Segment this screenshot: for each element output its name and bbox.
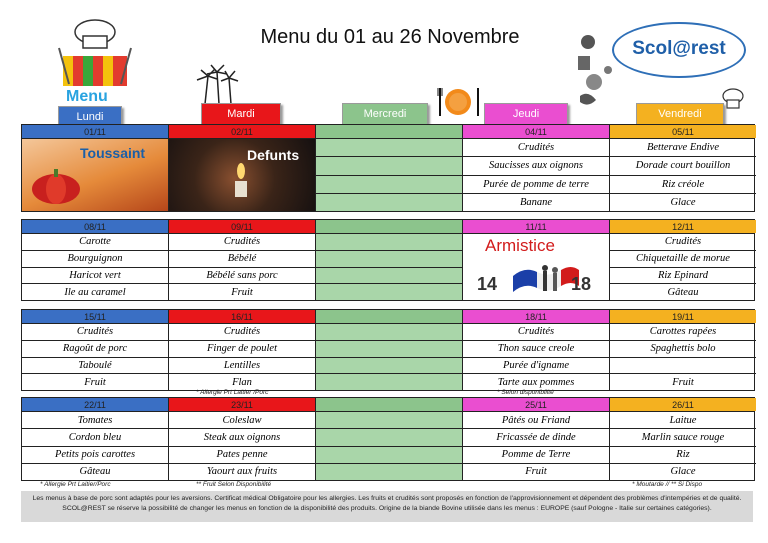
- week-3-table: [21, 309, 755, 391]
- menu-item: Glace: [670, 466, 696, 478]
- mardi-column: [169, 412, 316, 480]
- vendredi-column: [610, 412, 756, 480]
- menu-item: Lentilles: [169, 358, 315, 375]
- date-cell: 16/11: [169, 310, 316, 323]
- armistice-image: [463, 234, 610, 300]
- date-cell: 04/11: [463, 125, 610, 138]
- menu-item: Spaghettis bolo: [610, 341, 756, 358]
- date-cell: 22/11: [22, 398, 169, 411]
- date-cell: [316, 310, 463, 323]
- day-header-vendredi: Vendredi: [636, 103, 724, 125]
- candle-icon: [229, 161, 253, 201]
- date-cell: [316, 125, 463, 138]
- menu-item: Cordon bleu: [22, 429, 168, 446]
- day-header-jeudi: Jeudi: [484, 103, 568, 125]
- menu-item: Thon sauce creole: [463, 341, 609, 358]
- date-cell: [316, 220, 463, 233]
- menu-item: Purée de pomme de terre: [463, 176, 609, 194]
- mardi-column: [169, 324, 316, 390]
- footer-line-2: SCOL@REST se réserve la possibilité de changer les menus en fonction de la disponibilité des produits. Origine de la biande Bovine utilisée dans les menus : EUROPE (sauf Pologne - Italie sur certaines catégories).: [62, 505, 712, 512]
- year-label: 14: [477, 274, 498, 294]
- lundi-column: [22, 324, 169, 390]
- image-label: Defunts: [247, 147, 300, 163]
- menu-item: Bébélé: [169, 251, 315, 268]
- menu-item: Gâteau: [667, 286, 699, 298]
- menu-item: Laitue: [610, 412, 756, 429]
- day-header-mardi: Mardi: [201, 103, 281, 125]
- week-1-table: [21, 124, 755, 212]
- date-cell: 25/11: [463, 398, 610, 411]
- menu-item: Tarte aux pommes: [497, 376, 575, 388]
- date-cell: 09/11: [169, 220, 316, 233]
- menu-item: Banane: [519, 196, 553, 208]
- date-cell: 01/11: [22, 125, 169, 138]
- fruit-note: ** Fruit Selon Disponibilité: [196, 481, 272, 488]
- jeudi-column: [463, 324, 610, 390]
- allergy-note: * Allergie Prt Laitier/Porc: [40, 481, 111, 488]
- menu-item: Dorade court bouillon: [610, 157, 756, 175]
- menu-item: Pomme de Terre: [463, 447, 609, 464]
- menu-item: Saucisses aux oignons: [463, 157, 609, 175]
- availability-note: * Selon disponibilité: [497, 389, 554, 396]
- mardi-column: [169, 234, 316, 300]
- date-cell: 11/11: [463, 220, 610, 233]
- menu-item: Tomates: [22, 412, 168, 429]
- menu-item: Finger de poulet: [169, 341, 315, 358]
- menu-item: Fricassée de dinde: [463, 429, 609, 446]
- menu-item: Fruit: [84, 376, 106, 388]
- menu-item: Gâteau: [79, 466, 111, 478]
- date-cell: 02/11: [169, 125, 316, 138]
- menu-logo-text: Menu: [66, 88, 108, 105]
- date-cell: 23/11: [169, 398, 316, 411]
- footer-line-1: Les menus à base de porc sont adaptés pour les aversions. Certificat médical Obligatoire pour les allergies. Les fruits et crudités sont proposés en fonction de l'approvisionnement et dépendent des problèmes d'intempéries et de qualité.: [32, 495, 742, 502]
- menu-item: Fruit: [672, 376, 694, 388]
- page-title: Menu du 01 au 26 Novembre: [260, 26, 520, 48]
- menu-item: Yaourt aux fruits: [206, 466, 278, 478]
- menu-item: Crudités: [463, 324, 609, 341]
- menu-item: Petits pois carottes: [22, 447, 168, 464]
- date-cell: 15/11: [22, 310, 169, 323]
- week-4-table: [21, 397, 755, 481]
- menu-item: Riz Epinard: [610, 268, 756, 285]
- menu-item: Crudités: [610, 234, 756, 251]
- menu-item: Bourguignon: [22, 251, 168, 268]
- defunts-image: [169, 139, 316, 211]
- moutarde-note: * Moutarde // ** Si Dispo: [632, 481, 703, 488]
- menu-item: Haricot vert: [22, 268, 168, 285]
- date-cell: 05/11: [610, 125, 756, 138]
- menu-item: Flan: [232, 376, 252, 388]
- menu-item: [610, 358, 756, 375]
- menu-item: Coleslaw: [169, 412, 315, 429]
- jeudi-column: [463, 412, 610, 480]
- pumpkin-icon: [28, 157, 84, 207]
- menu-item: Fruit: [525, 466, 547, 478]
- mercredi-empty: [316, 139, 463, 211]
- menu-item: Ile au caramel: [64, 286, 126, 298]
- date-cell: 26/11: [610, 398, 756, 411]
- menu-item: Riz créole: [610, 176, 756, 194]
- lundi-column: [22, 234, 169, 300]
- date-cell: 19/11: [610, 310, 756, 323]
- menu-item: Crudités: [169, 234, 315, 251]
- plate-icon: [436, 86, 484, 118]
- menu-item: Chiquetaille de morue: [610, 251, 756, 268]
- date-cell: 18/11: [463, 310, 610, 323]
- day-header-mercredi: Mercredi: [342, 103, 428, 125]
- image-label: Toussaint: [80, 145, 146, 161]
- vendredi-column: [610, 139, 756, 211]
- chef-logo: [55, 18, 135, 90]
- footer-disclaimer: [21, 491, 753, 522]
- menu-item: Pates penne: [169, 447, 315, 464]
- menu-item: Pâtés ou Friand: [463, 412, 609, 429]
- menu-item: Betterave Endive: [610, 139, 756, 157]
- brand-logo: Scol@rest: [612, 22, 746, 78]
- menu-item: Carotte: [22, 234, 168, 251]
- lundi-column: [22, 412, 169, 480]
- day-header-lundi: Lundi: [58, 106, 122, 128]
- mercredi-empty: [316, 324, 463, 390]
- food-icons-logo: [570, 30, 620, 110]
- palm-trees-icon: [195, 64, 240, 104]
- mercredi-empty: [316, 234, 463, 300]
- jeudi-column: [463, 139, 610, 211]
- menu-item: Ragoût de porc: [22, 341, 168, 358]
- menu-item: Crudités: [169, 324, 315, 341]
- date-cell: [316, 398, 463, 411]
- toussaint-image: [22, 139, 169, 211]
- menu-item: Purée d'igname: [463, 358, 609, 375]
- year-label: 18: [571, 274, 592, 294]
- menu-item: Crudités: [463, 139, 609, 157]
- menu-item: Taboulé: [22, 358, 168, 375]
- vendredi-column: [610, 234, 756, 300]
- mercredi-empty: [316, 412, 463, 480]
- allergy-note: * Allergie Prt Laitier /Porc: [196, 389, 269, 396]
- menu-item: Bébélé sans porc: [169, 268, 315, 285]
- menu-item: Glace: [670, 196, 696, 208]
- date-cell: 08/11: [22, 220, 169, 233]
- menu-item: Marlin sauce rouge: [610, 429, 756, 446]
- date-cell: 12/11: [610, 220, 756, 233]
- menu-item: Crudités: [22, 324, 168, 341]
- menu-item: Steak aux oignons: [169, 429, 315, 446]
- menu-item: Carottes rapées: [610, 324, 756, 341]
- vendredi-column: [610, 324, 756, 390]
- image-label: Armistice: [485, 236, 555, 255]
- week-2-table: [21, 219, 755, 301]
- menu-item: Fruit: [231, 286, 253, 298]
- menu-item: Riz: [610, 447, 756, 464]
